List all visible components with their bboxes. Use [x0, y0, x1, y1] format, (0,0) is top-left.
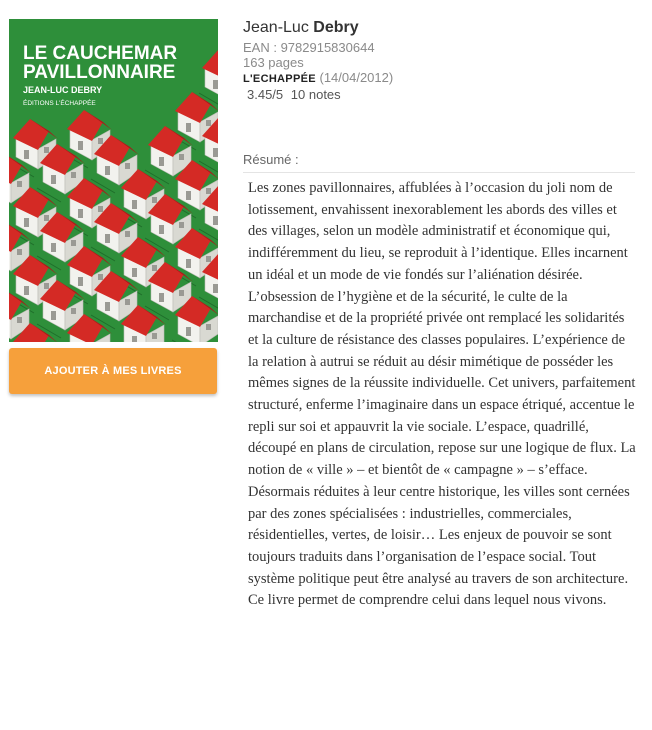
book-meta: [243, 18, 638, 103]
cover-author: JEAN-LUC DEBRY: [23, 85, 103, 95]
publication-date: (14/04/2012): [319, 70, 394, 85]
summary-text: Les zones pavillonnaires, affublées à l’occasion du joli nom de lotissement, envahissent inexorablement les abords des villes et des villages, selon un modèle administratif et économique qui, indifféremment du lieu, se reproduit à l’identique. Elles incarnent un idéal et un mode de vie fondés sur l’aliénation désirée. L’obsession de l’hygiène et de la sécurité, le culte de la marchandise et de la propriété privée ont remplacé les solidarités et la culture de résistance des classes populaires. L’expérience de la relation à autrui se réduit au désir mimétique de posséder les mêmes signes de la réussite individuelle. Cet univers, parfaitement structuré, enferme l’imaginaire dans un espace étriqué, accentue le repli sur soi et appauvrit la vie sociale. L’espace, quadrillé, découpé en plans de circulation, repose sur une logique de flux. La notion de « ville » – et bientôt de « campagne » – s’efface. Désormais réduites à leur centre historique, les villes sont cernées par des zones spécialisées : industrielles, commerciales, résidentielles, vertes, de loisir… Les enjeux de pouvoir se sont toujours traduits dans l’organisation de l’espace social. Tout système politique peut être analysé au travers de son architecture. Ce livre permet de comprendre celui dans lequel nous vivons.: [248, 180, 636, 609]
rating-value: 3.45/5: [247, 87, 284, 102]
rating: [243, 87, 638, 103]
author-name[interactable]: [243, 18, 638, 38]
cover-title-line2: PAVILLONNAIRE: [23, 62, 176, 83]
book-cover-illustration: [9, 19, 218, 342]
page-count: 163 pages: [243, 55, 304, 70]
cover-title-line1: LE CAUCHEMAR: [23, 43, 178, 64]
book-cover[interactable]: [9, 19, 218, 342]
summary-label: Résumé :: [243, 152, 635, 173]
publisher[interactable]: L'ECHAPPÉE: [243, 73, 316, 85]
author-last-name[interactable]: Debry: [313, 19, 359, 36]
author-first-name[interactable]: Jean-Luc: [243, 19, 309, 36]
cover-publisher: ÉDITIONS L'ÉCHAPPÉE: [23, 100, 96, 107]
notes-count[interactable]: 10 notes: [290, 87, 341, 102]
ean: EAN : 9782915830644: [243, 40, 375, 55]
publisher-line: [243, 70, 638, 87]
add-to-my-books-button[interactable]: AJOUTER À MES LIVRES: [9, 348, 217, 394]
